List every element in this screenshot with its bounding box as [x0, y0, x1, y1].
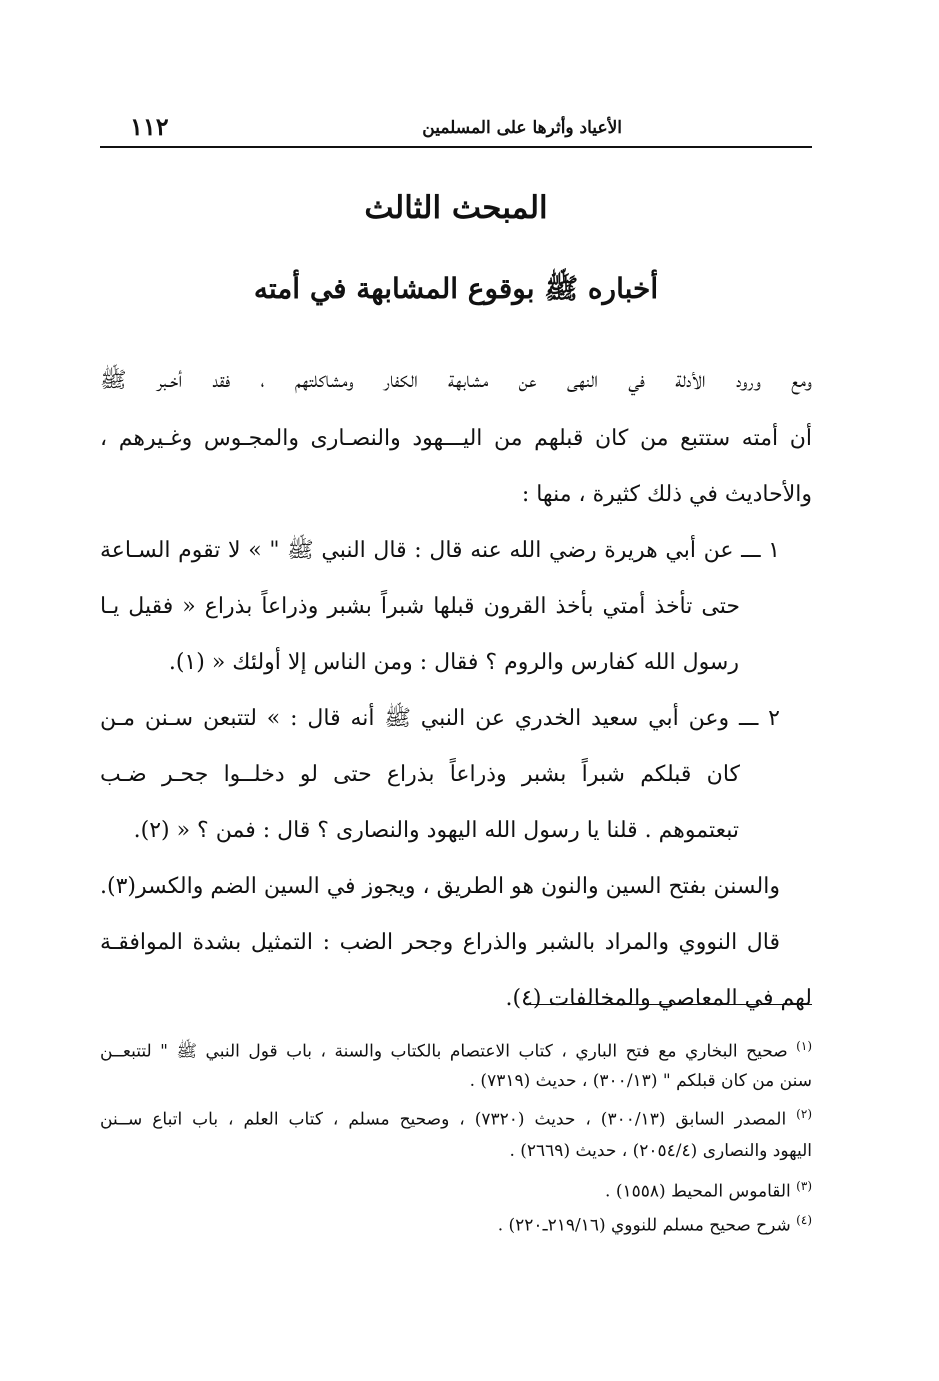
footnote-text: المصدر السابق (٣٠٠/١٣) ، حديث (٧٣٢٠) ، وصحيح مسلم ، كتاب العلم ، باب اتباع ســنن	[100, 1109, 787, 1130]
footnote-marker: (٣)	[796, 1179, 812, 1193]
hadith-2-line: كان قبلكم شبراً بشبر وذراعاً بذراع حتى لو دخلــوا جحـر ضـب	[100, 762, 740, 787]
header-divider	[100, 146, 812, 148]
body-line: والأحاديث في ذلك كثيرة ، منها :	[521, 482, 812, 507]
footnote-3	[605, 1180, 812, 1201]
footnote-marker: (١)	[796, 1039, 812, 1053]
footnote-2	[100, 1108, 812, 1129]
hadith-2-line: ٢ ـــ وعن أبي سعيد الخدري عن النبي ﷺ أنه قال : » لتتبعن سـنن مـن	[100, 706, 780, 731]
footnote-2-continued: اليهود والنصارى (٢٠٥٤/٤) ، حديث (٢٦٦٩) .	[509, 1141, 812, 1161]
footnote-marker: (٢)	[796, 1107, 812, 1121]
body-line: أن أمته ستتبع من كان قبلهم من اليـــهود والنصـارى والمجـوس وغـيرهم ،	[100, 426, 812, 451]
body-line: والسنن بفتح السين والنون هو الطريق ، ويجوز في السين الضم والكسر(٣).	[100, 874, 780, 899]
running-header	[100, 110, 812, 146]
body-line: قال النووي والمراد بالشبر والذراع وجحر الضب : التمثيل بشدة الموافقـة	[100, 930, 780, 955]
section-title: المبحث الثالث	[364, 190, 548, 226]
page-number: ١١٢	[130, 112, 169, 141]
footnote-1	[100, 1040, 812, 1061]
section-subtitle: أخباره ﷺ بوقوع المشابهة في أمته	[253, 272, 659, 305]
hadith-1-line: حتى تأخذ أمتي بأخذ القرون قبلها شبراً بشبر وذراعاً بذراع « فقيل يـا	[100, 594, 740, 619]
footnote-text: صحيح البخاري مع فتح الباري ، كتاب الاعتصام بالكتاب والسنة ، باب قول النبي ﷺ " لتتبعــن	[100, 1041, 788, 1062]
footnote-marker: (٤)	[796, 1213, 812, 1227]
hadith-2-line: تبعتموهم . قلنا يا رسول الله اليهود والنصارى ؟ قال : فمن ؟ « (٢).	[133, 818, 739, 843]
footnote-1-continued: سنن من كان قبلكم " (٣٠٠/١٣) ، حديث (٧٣١٩) .	[469, 1071, 812, 1091]
hadith-1-line: ١ ـــ عن أبي هريرة رضي الله عنه قال : قال النبي ﷺ " » لا تقوم السـاعة	[100, 538, 780, 563]
footnote-4	[498, 1214, 812, 1235]
footnote-divider	[530, 1004, 812, 1005]
footnote-text: شرح صحيح مسلم للنووي (٢١٩/١٦ـ٢٢٠) .	[497, 1215, 791, 1236]
footnote-text: القاموس المحيط (١٥٥٨) .	[605, 1181, 791, 1202]
hadith-1-line: رسول الله كفارس والروم ؟ فقال : ومن الناس إلا أولئك « (١).	[168, 650, 739, 675]
body-line: ومع ورود الأدلة في النهى عن مشابهة الكفار ومشاكلتهم ، فقد أخـبر ﷺ	[100, 368, 812, 393]
body-line: لهم في المعاصي والمخالفات (٤).	[505, 986, 812, 1011]
running-header-title: الأعياد وأثرها على المسلمين	[422, 118, 622, 138]
